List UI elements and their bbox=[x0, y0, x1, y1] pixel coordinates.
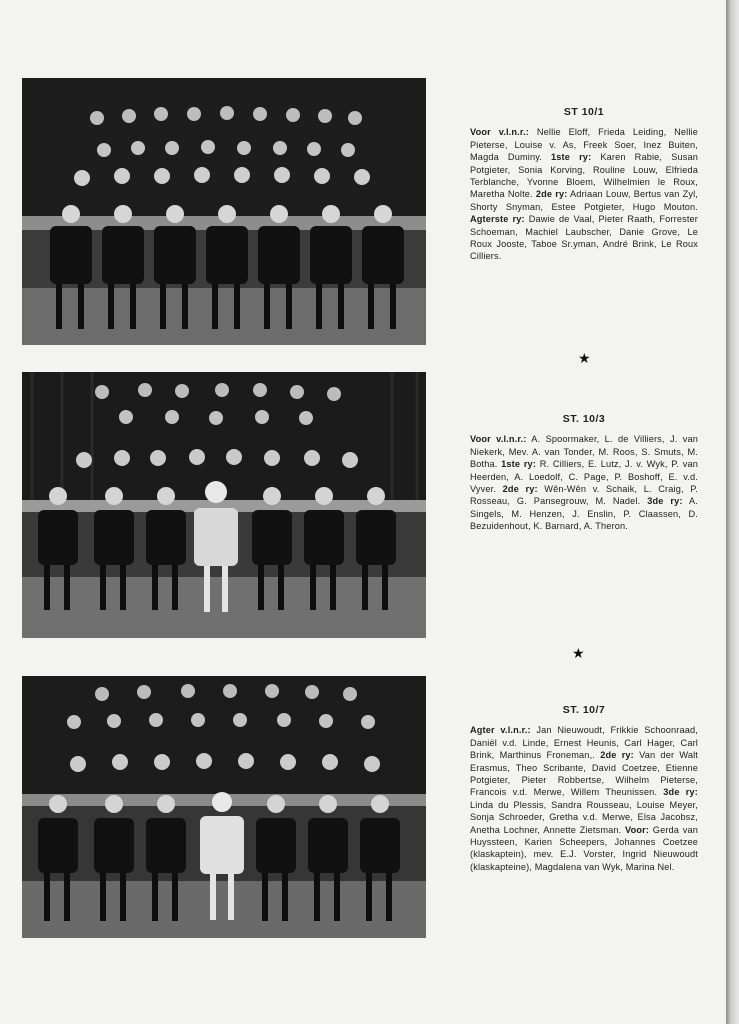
row-label: Voor v.l.n.r.: bbox=[470, 434, 527, 445]
row-names: Adriaan Louw, Bertus van Zyl, Shorty Snyman, Estee Potgieter, Hugo Mouton. bbox=[470, 189, 699, 212]
class-photo-st10-7 bbox=[22, 676, 426, 938]
row-names: Karen Rabie, Susan Potgieter, Sonia Korving, Rouline Louw, Elfrieda Terblanche, Yvonne Bloem, Wilhelmien le Roux, Maretha Nolte. bbox=[470, 152, 698, 200]
row-label: 1ste ry: bbox=[551, 152, 592, 163]
star-divider-icon: ★ bbox=[572, 645, 585, 661]
name-list bbox=[470, 724, 698, 873]
name-list bbox=[470, 126, 698, 262]
row-names: Jan Nieuwoudt, Frikkie Schoonraad, Daniël v.d. Linde, Ernest Heunis, Carl Hager, Carl Brink, Marthinus Froneman,. bbox=[470, 725, 699, 761]
caption-st10-7 bbox=[470, 704, 698, 873]
row-label: 3de ry: bbox=[647, 496, 683, 507]
row-label: 2de ry: bbox=[502, 484, 538, 495]
class-photo-st10-3 bbox=[22, 372, 426, 638]
row-names: Gerda van Huyssteen, Karien Scheepers, Johannes Coetzee (klaskaptein), mev. E.J. Vorster, Ingrid Nieuwoudt (klaskapteine), Magdalena van Wyk, Marina Nel. bbox=[470, 824, 698, 872]
star-divider-icon: ★ bbox=[578, 350, 591, 366]
row-label: Voor v.l.n.r.: bbox=[470, 127, 529, 138]
row-names: Nellie Eloff, Frieda Leiding, Nellie Pieterse, Louise v. As, Freek Soer, Inez Buiten, Magda Duminy. bbox=[470, 127, 699, 163]
row-names: Linda du Plessis, Sandra Rousseau, Louise Meyer, Sonja Schroeder, Gretha v.d. Merwe, Elsa Jacobsz, Anetha Lochner, Annette Zietsman. bbox=[470, 799, 698, 835]
row-label: Voor: bbox=[625, 824, 650, 835]
row-label: 3de ry: bbox=[663, 787, 698, 798]
row-names: R. Cilliers, E. Lutz, J. v. Wyk, P. van Heerden, A. Loedolf, C. Page, P. Boshoff, E. v.d. Vyver. bbox=[470, 459, 699, 495]
row-label: 2de ry: bbox=[535, 189, 568, 200]
row-names: Van der Walt Erasmus, Theo Scribante, David Coetzee, Etienne Potgieter, Pieter Robbertse, Wilhelm Pieterse, Francois v.d. Merwe, Willem Theunissen. bbox=[470, 750, 699, 798]
row-names: Dawie de Vaal, Pieter Raath, Forrester Schoeman, Machiel Laubscher, Danie Grove, Le Roux Jooste, Taboe Sr.yman, André Brink, Le Roux Cilliers. bbox=[470, 214, 699, 262]
page-binding-edge bbox=[726, 0, 739, 1024]
row-label: Agterste ry: bbox=[470, 214, 525, 225]
row-names: A. Singels, M. Henzen, J. Enslin, P. Claassen, D. Bezuidenhout, K. Barnard, A. Theron. bbox=[470, 496, 698, 532]
class-title: ST 10/1 bbox=[563, 106, 605, 118]
class-title: ST. 10/3 bbox=[562, 413, 606, 425]
name-list bbox=[470, 433, 698, 532]
caption-st10-1 bbox=[470, 106, 698, 263]
caption-st10-3 bbox=[470, 413, 698, 533]
row-names: Wên-Wên v. Schaik, L. Craig, P. Rosseau, G. Pansegrouw, M. Nadel. bbox=[470, 484, 699, 507]
class-title: ST. 10/7 bbox=[562, 704, 606, 716]
row-label: 1ste ry: bbox=[501, 459, 537, 470]
row-label: Agter v.l.n.r.: bbox=[470, 725, 531, 736]
row-label: 2de ry: bbox=[600, 750, 634, 761]
row-names: A. Spoormaker, L. de Villiers, J. van Niekerk, Mev. A. van Tonder, M. Roos, S. Smuts, M. Botha. bbox=[470, 434, 698, 470]
class-photo-st10-1 bbox=[22, 78, 426, 345]
